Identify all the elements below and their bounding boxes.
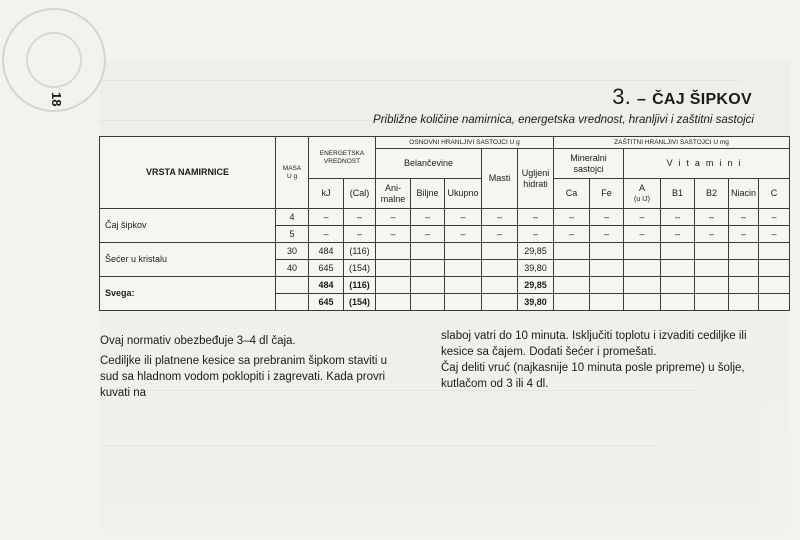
- cell-b1: –: [661, 209, 695, 226]
- header-b1: B1: [661, 179, 695, 209]
- header-cal: (Cal): [344, 179, 376, 209]
- header-mineralni: Mineralni sastojci: [554, 149, 624, 179]
- cell-biljne: –: [411, 226, 445, 243]
- cell-a: –: [624, 226, 661, 243]
- cell-kj: –: [309, 209, 344, 226]
- cell-masa: [276, 294, 309, 311]
- cell-kj: –: [309, 226, 344, 243]
- cell-masa: 5: [276, 226, 309, 243]
- header-vitamini: Vitamini: [624, 149, 790, 179]
- cell-kj: 645: [309, 260, 344, 277]
- cell-masti: –: [482, 209, 518, 226]
- instruction-step-3: Čaj deliti vruć (najkasnije 10 minuta posle pripreme) u šolje, kutlačom od 3 ili 4 dl.: [441, 362, 745, 390]
- instruction-step-2: slaboj vatri do 10 minuta. Isključiti toplotu i izvaditi cediljke ili kesice sa čajem. Dodati šećer i promešati.: [441, 330, 747, 358]
- cell-cal: (116): [344, 277, 376, 294]
- cell-ugljeni: –: [518, 209, 554, 226]
- cell-kj: 484: [309, 277, 344, 294]
- header-fe: Fe: [590, 179, 624, 209]
- cell-animalne: –: [376, 209, 411, 226]
- cell-ca: –: [554, 226, 590, 243]
- cell-cal: –: [344, 226, 376, 243]
- cell-ugljeni: 29,85: [518, 243, 554, 260]
- header-biljne: Biljne: [411, 179, 445, 209]
- cell-masa: 30: [276, 243, 309, 260]
- recipe-title: [612, 84, 752, 110]
- cell-b2: –: [695, 226, 729, 243]
- cell-masa: [276, 277, 309, 294]
- header-energetska: ENERGETSKA VREDNOST: [309, 137, 376, 179]
- cell-animalne: –: [376, 226, 411, 243]
- header-ugljeni: Ugljeni hidrati: [518, 149, 554, 209]
- cell-masti: –: [482, 226, 518, 243]
- cell-fe: –: [590, 209, 624, 226]
- cell-masa: 40: [276, 260, 309, 277]
- cell-kj: 645: [309, 294, 344, 311]
- cell-kj: 484: [309, 243, 344, 260]
- cell-ukupno: –: [445, 209, 482, 226]
- cell-ugljeni: 39,80: [518, 260, 554, 277]
- cell-c: –: [759, 209, 790, 226]
- header-masti: Masti: [482, 149, 518, 209]
- header-osnovni: OSNOVNI HRANLJIVI SASTOJCI U g: [376, 137, 554, 149]
- header-ca: Ca: [554, 179, 590, 209]
- table-row: [100, 209, 790, 226]
- yield-note: Ovaj normativ obezbeđuje 3–4 dl čaja.: [100, 335, 296, 347]
- cell-fe: –: [590, 226, 624, 243]
- cell-cal: –: [344, 209, 376, 226]
- cell-b1: –: [661, 226, 695, 243]
- cell-niacin: –: [729, 209, 759, 226]
- header-niacin: Niacin: [729, 179, 759, 209]
- cell-masa: 4: [276, 209, 309, 226]
- cell-cal: (154): [344, 294, 376, 311]
- cell-biljne: –: [411, 209, 445, 226]
- instructions-left: [100, 333, 400, 405]
- row-name: Svega:: [100, 277, 276, 311]
- cell-ugljeni: 39,80: [518, 294, 554, 311]
- cell-ca: –: [554, 209, 590, 226]
- header-a: A (u IJ): [624, 179, 661, 209]
- cell-b2: –: [695, 209, 729, 226]
- header-animalne: Ani-malne: [376, 179, 411, 209]
- recipe-number: 3.: [612, 84, 632, 109]
- table-row: [100, 243, 790, 260]
- header-vrsta: VRSTA NAMIRNICE: [100, 137, 276, 209]
- header-belancevine: Belančevine: [376, 149, 482, 179]
- table-subtitle: Približne količine namirnica, energetska vrednost, hranljivi i zaštitni sastojci: [373, 114, 754, 126]
- cell-a: –: [624, 209, 661, 226]
- header-kj: kJ: [309, 179, 344, 209]
- nutrition-table: [99, 136, 790, 311]
- page-number: 18: [49, 92, 64, 107]
- row-name: Šećer u kristalu: [100, 243, 276, 277]
- cell-ukupno: –: [445, 226, 482, 243]
- cell-niacin: –: [729, 226, 759, 243]
- instructions-right: [441, 328, 763, 392]
- instruction-step-1: Cediljke ili platnene kesice sa prebranim šipkom staviti u sud sa hladnom vodom poklopiti i zagrevati. Kada provri kuvati na: [100, 355, 387, 399]
- header-masa: MASA U g: [276, 137, 309, 209]
- row-name: Čaj šipkov: [100, 209, 276, 243]
- header-ukupno: Ukupno: [445, 179, 482, 209]
- header-c: C: [759, 179, 790, 209]
- table-row: [100, 277, 790, 294]
- header-zastitni: ZAŠTITNI HRANLJIVI SASTOJCI U mg: [554, 137, 790, 149]
- recipe-dash: –: [637, 91, 647, 108]
- cell-ugljeni: –: [518, 226, 554, 243]
- cell-c: –: [759, 226, 790, 243]
- cell-cal: (116): [344, 243, 376, 260]
- header-b2: B2: [695, 179, 729, 209]
- cell-cal: (154): [344, 260, 376, 277]
- recipe-name: ČAJ ŠIPKOV: [652, 91, 752, 108]
- cell-ugljeni: 29,85: [518, 277, 554, 294]
